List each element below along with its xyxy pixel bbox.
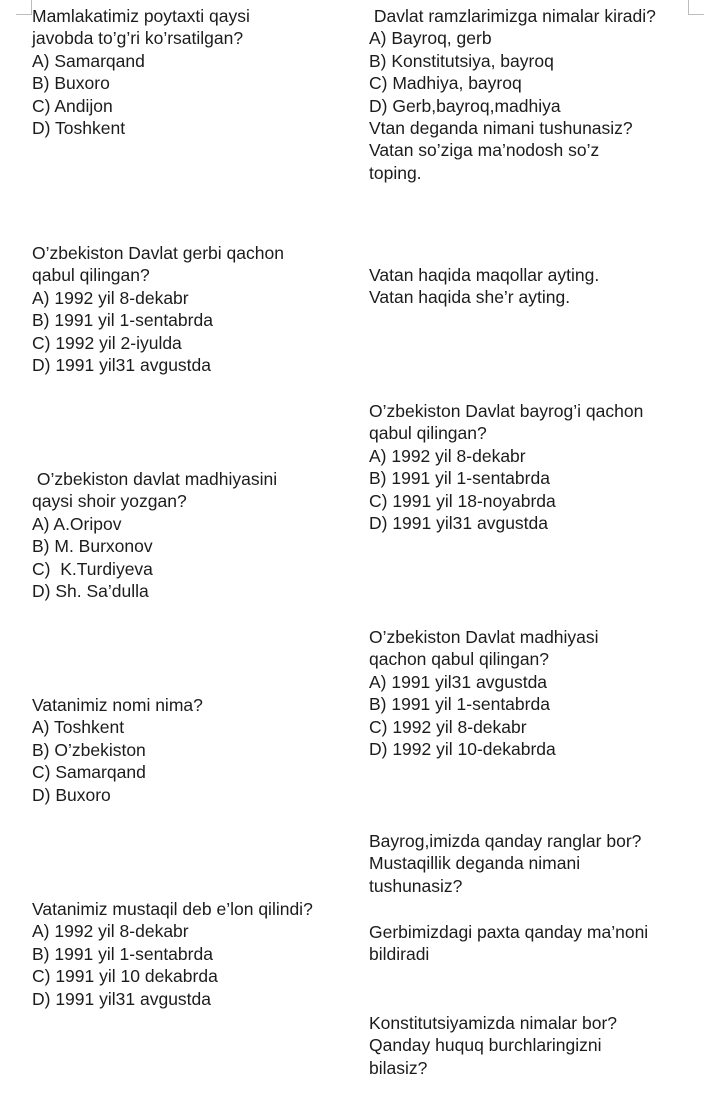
text-line: B) 1991 yil 1-sentabrda xyxy=(369,468,550,489)
text-line: qabul qilingan? xyxy=(32,265,150,286)
text-line: Konstitutsiyamizda nimalar bor? xyxy=(369,1013,618,1033)
text-line: javobda to’g’ri ko’rsatilgan? xyxy=(32,28,244,49)
text-line: C) Samarqand xyxy=(32,762,146,783)
text-line: Vatan haqida she’r ayting. xyxy=(369,287,571,308)
text-line: A) 1991 yil31 avgustda xyxy=(369,671,548,692)
right-question-block-4 xyxy=(369,626,699,760)
text-line: Vatan haqida maqollar ayting. xyxy=(369,265,600,285)
text-line: O’zbekiston davlat madhiyasini xyxy=(32,469,278,489)
text-line: C) K.Turdiyeva xyxy=(32,558,153,579)
text-line: B) Konstitutsiya, bayroq xyxy=(369,50,554,71)
text-line: C) Andijon xyxy=(32,95,113,116)
text-line: D) 1991 yil31 avgustda xyxy=(369,513,548,534)
text-line: C) 1992 yil 8-dekabr xyxy=(369,716,527,737)
text-line: A) Bayroq, gerb xyxy=(369,28,492,49)
text-line: C) 1992 yil 2-iyulda xyxy=(32,332,182,353)
text-line: A) 1992 yil 8-dekabr xyxy=(32,287,189,308)
right-question-block-7 xyxy=(369,1012,699,1079)
left-question-block-3 xyxy=(32,468,362,602)
text-line: bilasiz? xyxy=(369,1057,428,1078)
text-line: Vtan deganda nimani tushunasiz? xyxy=(369,118,633,139)
text-line: B) 1991 yil 1-sentabrda xyxy=(32,943,213,964)
text-line: D) Gerb,bayroq,madhiya xyxy=(369,95,561,116)
text-line: A) Toshkent xyxy=(32,717,125,738)
right-question-block-6 xyxy=(369,921,699,966)
text-line: B) Buxoro xyxy=(32,73,110,94)
text-line: bildiradi xyxy=(369,944,430,965)
text-line: Vatanimiz mustaqil deb e’lon qilindi? xyxy=(32,899,313,919)
text-line: Vatan so’ziga ma’nodosh so’z xyxy=(369,140,600,161)
text-line: D) 1991 yil31 avgustda xyxy=(32,355,211,376)
text-line: A) A.Oripov xyxy=(32,513,122,534)
text-line: A) 1992 yil 8-dekabr xyxy=(32,921,189,942)
text-line: D) Sh. Sa’dulla xyxy=(32,581,149,602)
text-line: D) Buxoro xyxy=(32,784,111,805)
text-line: qabul qilingan? xyxy=(369,423,487,444)
text-line: Mustaqillik deganda nimani xyxy=(369,853,581,874)
text-line: Bayrog,imizda qanday ranglar bor? xyxy=(369,831,642,851)
text-line: Davlat ramzlarimizga nimalar kiradi? xyxy=(369,6,656,26)
text-line: qachon qabul qilingan? xyxy=(369,649,550,670)
text-line: A) Samarqand xyxy=(32,50,145,71)
text-line: D) 1992 yil 10-dekabrda xyxy=(369,739,556,760)
text-line: D) Toshkent xyxy=(32,118,126,139)
text-line: D) 1991 yil31 avgustda xyxy=(32,988,211,1009)
right-question-block-1 xyxy=(369,5,699,184)
text-line: B) 1991 yil 1-sentabrda xyxy=(369,694,550,715)
text-line: B) O’zbekiston xyxy=(32,739,146,760)
left-margin-corner-mark xyxy=(16,0,32,15)
text-line: C) 1991 yil 18-noyabrda xyxy=(369,490,556,511)
right-question-block-5 xyxy=(369,830,699,897)
text-line: qaysi shoir yozgan? xyxy=(32,491,187,512)
text-line: A) 1992 yil 8-dekabr xyxy=(369,445,526,466)
text-line: Vatanimiz nomi nima? xyxy=(32,695,203,715)
left-question-block-1 xyxy=(32,5,362,139)
left-question-block-4 xyxy=(32,694,362,806)
left-question-block-5 xyxy=(32,898,362,1010)
left-question-block-2 xyxy=(32,242,362,376)
text-line: O’zbekiston Davlat gerbi qachon xyxy=(32,243,284,263)
text-line: O’zbekiston Davlat bayrog’i qachon xyxy=(369,401,644,421)
text-line: C) Madhiya, bayroq xyxy=(369,73,522,94)
text-line: Mamlakatimiz poytaxti qaysi xyxy=(32,6,250,26)
text-line: B) 1991 yil 1-sentabrda xyxy=(32,310,213,331)
text-line: B) M. Burxonov xyxy=(32,536,153,557)
right-question-block-2 xyxy=(369,264,699,309)
right-question-block-3 xyxy=(369,400,699,534)
text-line: O’zbekiston Davlat madhiyasi xyxy=(369,627,599,647)
text-line: tushunasiz? xyxy=(369,875,463,896)
text-line: Qanday huquq burchlaringizni xyxy=(369,1035,602,1056)
text-line: toping. xyxy=(369,162,422,183)
text-line: Gerbimizdagi paxta qanday ma’noni xyxy=(369,922,649,942)
text-line: C) 1991 yil 10 dekabrda xyxy=(32,966,218,987)
